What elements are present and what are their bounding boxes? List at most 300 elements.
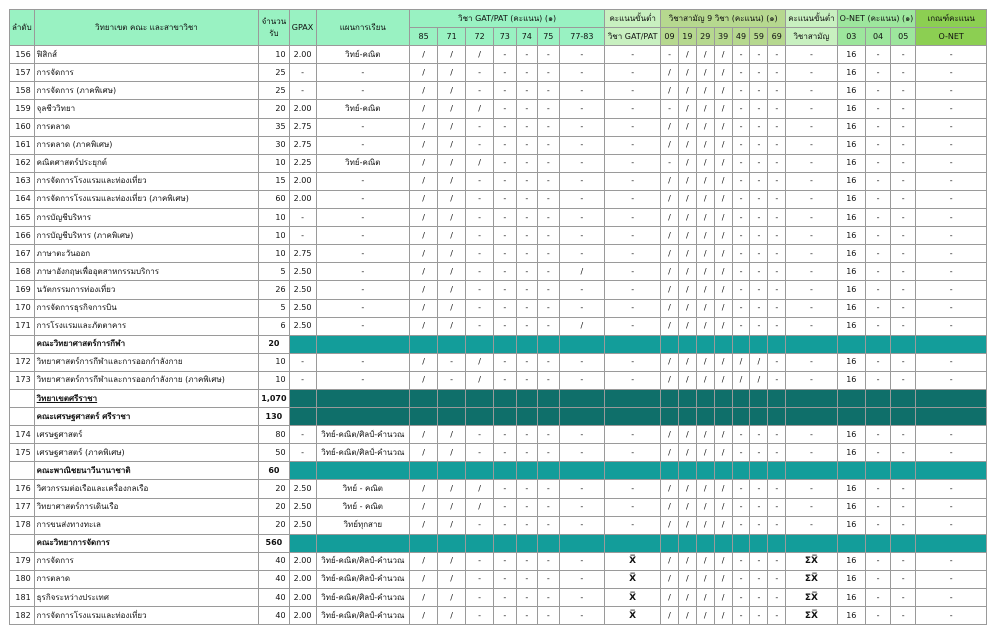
sam-value-cell: / — [696, 46, 714, 64]
gat-value-cell: / — [410, 118, 438, 136]
plan-cell: - — [316, 118, 410, 136]
group-fill-cell — [916, 408, 987, 426]
gat-value-cell: - — [538, 498, 560, 516]
sam-value-cell: / — [696, 118, 714, 136]
onet-value-cell: 16 — [837, 552, 865, 570]
onet-value-cell: - — [891, 118, 916, 136]
sam-value-cell: / — [696, 172, 714, 190]
campus-name-cell: วิทยาเขตศรีราชา — [34, 389, 259, 407]
min-sam-cell: - — [786, 209, 837, 227]
program-name-cell: การตลาด — [34, 118, 259, 136]
program-name-cell: การตลาด — [34, 570, 259, 588]
group-fill-cell — [837, 389, 865, 407]
criteria-cell: - — [916, 480, 987, 498]
onet-value-cell: 16 — [837, 371, 865, 389]
quota-cell: 60 — [259, 190, 289, 208]
gat-value-cell: - — [516, 64, 538, 82]
group-fill-cell — [494, 534, 516, 552]
plan-cell: - — [316, 209, 410, 227]
gpax-cell: 2.25 — [289, 154, 316, 172]
sam-value-cell: / — [678, 589, 696, 607]
gat-value-cell: - — [494, 480, 516, 498]
min-sam-cell: - — [786, 516, 837, 534]
gat-value-cell: / — [438, 607, 466, 625]
min-gat-cell: - — [605, 46, 661, 64]
gat-col-header: 74 — [516, 28, 538, 46]
sam-value-cell: / — [696, 263, 714, 281]
gat-value-cell: - — [559, 82, 605, 100]
gat-value-cell: - — [466, 552, 494, 570]
min-gat-cell: X̅ — [605, 589, 661, 607]
group-fill-cell — [714, 462, 732, 480]
sam-value-cell: / — [696, 353, 714, 371]
criteria-header: O-NET — [916, 28, 987, 46]
sam-value-cell: / — [696, 299, 714, 317]
seq-cell: 182 — [10, 607, 35, 625]
group-fill-cell — [891, 462, 916, 480]
sam-value-cell: / — [714, 607, 732, 625]
gat-value-cell: - — [494, 154, 516, 172]
plan-cell: - — [316, 136, 410, 154]
sam-value-cell: / — [696, 570, 714, 588]
group-fill-cell — [466, 462, 494, 480]
sam-value-cell: / — [678, 444, 696, 462]
group-fill-cell — [732, 462, 750, 480]
sam-value-cell: - — [732, 281, 750, 299]
group-fill-cell — [866, 389, 891, 407]
sam-value-cell: - — [661, 100, 679, 118]
criteria-cell: - — [916, 281, 987, 299]
group-fill-cell — [538, 462, 560, 480]
table-row — [10, 118, 987, 136]
sam-value-cell: - — [768, 245, 786, 263]
table-row — [10, 172, 987, 190]
onet-value-cell: - — [866, 281, 891, 299]
plan-cell: วิทย์-คณิต/ศิลป์-คำนวณ — [316, 607, 410, 625]
group-fill-cell — [494, 335, 516, 353]
gat-value-cell: - — [559, 209, 605, 227]
gat-value-cell: / — [410, 46, 438, 64]
onet-value-cell: - — [891, 46, 916, 64]
group-fill-cell — [410, 335, 438, 353]
gat-value-cell: - — [516, 245, 538, 263]
sam-value-cell: - — [750, 589, 768, 607]
sam-value-cell: - — [768, 46, 786, 64]
gat-value-cell: / — [410, 552, 438, 570]
group-fill-cell — [538, 534, 560, 552]
sam-value-cell: / — [714, 570, 732, 588]
gat-value-cell: - — [559, 190, 605, 208]
group-fill-cell — [768, 408, 786, 426]
gat-value-cell: / — [410, 353, 438, 371]
gat-value-cell: - — [559, 245, 605, 263]
sam-value-cell: - — [750, 227, 768, 245]
min-gat-cell: - — [605, 480, 661, 498]
onet-value-cell: - — [891, 263, 916, 281]
quota-cell: 80 — [259, 426, 289, 444]
sam-value-cell: - — [750, 46, 768, 64]
sam-value-cell: / — [714, 353, 732, 371]
gat-value-cell: - — [559, 589, 605, 607]
sam-value-cell: / — [714, 100, 732, 118]
plan-header: แผนการเรียน — [316, 10, 410, 46]
onet-value-cell: 16 — [837, 46, 865, 64]
sam-value-cell: / — [696, 552, 714, 570]
gpax-cell: 2.50 — [289, 299, 316, 317]
sam-value-cell: / — [661, 209, 679, 227]
table-row — [10, 426, 987, 444]
table-row — [10, 227, 987, 245]
group-fill-cell — [786, 462, 837, 480]
sam-value-cell: - — [768, 480, 786, 498]
sam-value-cell: / — [661, 498, 679, 516]
onet-value-cell: 16 — [837, 190, 865, 208]
sam-value-cell: / — [678, 46, 696, 64]
gat-value-cell: - — [516, 552, 538, 570]
gat-col-header: 72 — [466, 28, 494, 46]
group-fill-cell — [538, 408, 560, 426]
sam-value-cell: / — [661, 516, 679, 534]
quota-cell: 1,070 — [259, 389, 289, 407]
table-row — [10, 498, 987, 516]
sam-value-cell: / — [678, 498, 696, 516]
sam-value-cell: / — [696, 426, 714, 444]
gat-value-cell: - — [516, 136, 538, 154]
seq-cell-empty — [10, 335, 35, 353]
criteria-cell: - — [916, 136, 987, 154]
gat-value-cell: / — [438, 480, 466, 498]
sam-value-cell: / — [661, 589, 679, 607]
gpax-cell: 2.50 — [289, 281, 316, 299]
onet-value-cell: - — [866, 570, 891, 588]
sam-value-cell: / — [678, 118, 696, 136]
program-name-cell: เศรษฐศาสตร์ (ภาคพิเศษ) — [34, 444, 259, 462]
gat-value-cell: - — [559, 172, 605, 190]
min-gat-header: วิชา GAT/PAT — [605, 28, 661, 46]
sam-value-cell: / — [678, 136, 696, 154]
gat-value-cell: - — [516, 353, 538, 371]
min-sam-cell: - — [786, 136, 837, 154]
gat-value-cell: - — [516, 570, 538, 588]
onet-value-cell: 16 — [837, 263, 865, 281]
table-row — [10, 299, 987, 317]
gat-value-cell: - — [538, 371, 560, 389]
group-fill-cell — [410, 534, 438, 552]
gat-value-cell: / — [438, 281, 466, 299]
gat-value-cell: - — [494, 172, 516, 190]
group-fill-cell — [750, 335, 768, 353]
gat-value-cell: - — [538, 444, 560, 462]
table-row — [10, 607, 987, 625]
sam-value-cell: / — [714, 227, 732, 245]
min-gat-cell: - — [605, 444, 661, 462]
program-name-cell: วิทยาศาสตร์การกีฬาและการออกกำลังกาย — [34, 353, 259, 371]
gat-value-cell: - — [538, 516, 560, 534]
group-fill-cell — [768, 335, 786, 353]
group-fill-cell — [605, 335, 661, 353]
sam-value-cell: / — [678, 516, 696, 534]
sam-value-cell: / — [714, 190, 732, 208]
group-fill-cell — [316, 389, 410, 407]
criteria-cell: - — [916, 227, 987, 245]
gat-value-cell: / — [410, 82, 438, 100]
group-fill-cell — [866, 462, 891, 480]
sam-value-cell: / — [714, 444, 732, 462]
program-name-cell: ฟิสิกส์ — [34, 46, 259, 64]
gat-value-cell: - — [538, 281, 560, 299]
onet-value-cell: - — [866, 172, 891, 190]
faculty-row — [10, 534, 987, 552]
gat-value-cell: / — [559, 263, 605, 281]
table-row — [10, 263, 987, 281]
gat-value-cell: - — [466, 209, 494, 227]
sam-value-cell: - — [732, 607, 750, 625]
table-row — [10, 209, 987, 227]
gpax-cell: 2.00 — [289, 570, 316, 588]
faculty-row — [10, 335, 987, 353]
onet-value-cell: 16 — [837, 607, 865, 625]
gat-value-cell: - — [466, 570, 494, 588]
gat-value-cell: - — [538, 209, 560, 227]
min-gat-cell: - — [605, 263, 661, 281]
seq-cell: 156 — [10, 46, 35, 64]
onet-value-cell: - — [891, 281, 916, 299]
gat-value-cell: - — [516, 263, 538, 281]
seq-cell-empty — [10, 462, 35, 480]
sam-value-cell: / — [714, 516, 732, 534]
criteria-cell: - — [916, 589, 987, 607]
table-row — [10, 444, 987, 462]
gat-value-cell: / — [438, 299, 466, 317]
gat-value-cell: - — [516, 480, 538, 498]
gat-value-cell: - — [516, 190, 538, 208]
sam-value-cell: - — [768, 498, 786, 516]
min-gat-cell: - — [605, 317, 661, 335]
gat-value-cell: - — [494, 46, 516, 64]
min-sam-cell: - — [786, 299, 837, 317]
onet-value-cell: - — [891, 589, 916, 607]
sam-value-cell: / — [678, 172, 696, 190]
plan-cell: - — [316, 82, 410, 100]
group-fill-cell — [559, 335, 605, 353]
sam-value-cell: - — [732, 498, 750, 516]
sam-value-cell: - — [732, 317, 750, 335]
gat-value-cell: - — [466, 299, 494, 317]
gat-value-cell: - — [494, 299, 516, 317]
group-fill-cell — [661, 534, 679, 552]
sam-value-cell: - — [768, 552, 786, 570]
quota-header-text: จำนวนรับ — [261, 16, 287, 38]
gat-value-cell: / — [438, 82, 466, 100]
plan-cell: - — [316, 172, 410, 190]
sam-value-cell: / — [696, 317, 714, 335]
onet-value-cell: 16 — [837, 100, 865, 118]
gpax-cell: 2.00 — [289, 46, 316, 64]
group-fill-cell — [732, 408, 750, 426]
group-fill-cell — [516, 389, 538, 407]
plan-cell: วิทย์ทุกสาย — [316, 516, 410, 534]
group-fill-cell — [750, 534, 768, 552]
sam-value-cell: / — [714, 209, 732, 227]
group-fill-cell — [866, 534, 891, 552]
faculty-row — [10, 408, 987, 426]
criteria-group-header: เกณฑ์คะแนน — [916, 10, 987, 28]
gat-col-header: 85 — [410, 28, 438, 46]
sam-value-cell: / — [696, 607, 714, 625]
group-fill-cell — [750, 389, 768, 407]
gat-value-cell: - — [559, 154, 605, 172]
gat-value-cell: / — [438, 516, 466, 534]
program-name-cell: การจัดการโรงแรมและท่องเที่ยว — [34, 607, 259, 625]
gat-value-cell: / — [410, 100, 438, 118]
plan-cell: วิทย์-คณิต — [316, 100, 410, 118]
gat-value-cell: - — [516, 444, 538, 462]
gat-value-cell: - — [559, 444, 605, 462]
quota-cell: 5 — [259, 263, 289, 281]
sam-value-cell: / — [696, 154, 714, 172]
seq-cell: 157 — [10, 64, 35, 82]
criteria-cell: - — [916, 444, 987, 462]
seq-cell: 160 — [10, 118, 35, 136]
min-gat-cell: - — [605, 190, 661, 208]
plan-cell: วิทย์-คณิต/ศิลป์-คำนวณ — [316, 589, 410, 607]
gat-value-cell: - — [559, 136, 605, 154]
sam-value-cell: / — [661, 118, 679, 136]
group-fill-cell — [916, 462, 987, 480]
onet-value-cell: - — [866, 607, 891, 625]
sam-value-cell: / — [661, 444, 679, 462]
criteria-cell: - — [916, 299, 987, 317]
group-fill-cell — [438, 335, 466, 353]
gat-value-cell: - — [516, 209, 538, 227]
criteria-cell: - — [916, 100, 987, 118]
sam-value-cell: / — [678, 190, 696, 208]
sam-value-cell: - — [750, 281, 768, 299]
gat-value-cell: / — [410, 209, 438, 227]
gat-value-cell: - — [559, 281, 605, 299]
min-sam-cell: - — [786, 190, 837, 208]
criteria-cell: - — [916, 82, 987, 100]
program-name-cell: การจัดการธุรกิจการบิน — [34, 299, 259, 317]
onet-col-header: 04 — [866, 28, 891, 46]
onet-value-cell: 16 — [837, 245, 865, 263]
gat-value-cell: - — [516, 426, 538, 444]
sam-value-cell: / — [714, 154, 732, 172]
sam-col-header: 49 — [732, 28, 750, 46]
min-sam-cell: - — [786, 172, 837, 190]
gat-value-cell: / — [438, 209, 466, 227]
campus-row — [10, 389, 987, 407]
sam-value-cell: - — [768, 172, 786, 190]
gat-value-cell: / — [410, 498, 438, 516]
gat-value-cell: - — [538, 263, 560, 281]
group-fill-cell — [661, 408, 679, 426]
gat-value-cell: - — [559, 570, 605, 588]
min-sam-cell: - — [786, 281, 837, 299]
table-row — [10, 317, 987, 335]
group-fill-cell — [661, 335, 679, 353]
criteria-cell: - — [916, 46, 987, 64]
sam-value-cell: / — [714, 317, 732, 335]
group-fill-cell — [696, 408, 714, 426]
sam-value-cell: - — [768, 570, 786, 588]
gat-value-cell: - — [494, 589, 516, 607]
onet-value-cell: - — [866, 552, 891, 570]
sam-value-cell: - — [768, 136, 786, 154]
criteria-cell: - — [916, 353, 987, 371]
gat-value-cell: - — [559, 118, 605, 136]
sam-value-cell: - — [750, 263, 768, 281]
criteria-cell: - — [916, 190, 987, 208]
group-fill-cell — [891, 335, 916, 353]
sam-value-cell: / — [661, 480, 679, 498]
seq-cell: 172 — [10, 353, 35, 371]
criteria-cell: - — [916, 371, 987, 389]
plan-cell: - — [316, 227, 410, 245]
sam-value-cell: / — [678, 64, 696, 82]
group-fill-cell — [916, 534, 987, 552]
sam-value-cell: - — [732, 570, 750, 588]
onet-value-cell: - — [866, 136, 891, 154]
criteria-cell: - — [916, 245, 987, 263]
min-gat-cell: - — [605, 136, 661, 154]
sam-value-cell: - — [732, 190, 750, 208]
group-fill-cell — [714, 389, 732, 407]
onet-value-cell: - — [891, 498, 916, 516]
group-fill-cell — [714, 534, 732, 552]
plan-cell: - — [316, 190, 410, 208]
group-fill-cell — [466, 408, 494, 426]
onet-value-cell: - — [891, 172, 916, 190]
gat-value-cell: - — [494, 190, 516, 208]
program-name-cell: คณิตศาสตร์ประยุกต์ — [34, 154, 259, 172]
seq-cell: 165 — [10, 209, 35, 227]
quota-cell: 6 — [259, 317, 289, 335]
gat-value-cell: - — [466, 263, 494, 281]
min-sam-cell: ΣX̅ — [786, 607, 837, 625]
sam-value-cell: - — [732, 426, 750, 444]
sam-value-cell: / — [661, 263, 679, 281]
onet-value-cell: - — [866, 353, 891, 371]
gat-value-cell: / — [438, 100, 466, 118]
sam-value-cell: / — [661, 227, 679, 245]
onet-value-cell: - — [891, 209, 916, 227]
group-fill-cell — [750, 462, 768, 480]
gat-value-cell: / — [438, 263, 466, 281]
program-name-cell: การตลาด (ภาคพิเศษ) — [34, 136, 259, 154]
group-fill-cell — [494, 408, 516, 426]
gat-value-cell: / — [438, 118, 466, 136]
onet-value-cell: 16 — [837, 172, 865, 190]
quota-cell: 130 — [259, 408, 289, 426]
table-row — [10, 589, 987, 607]
gat-value-cell: / — [438, 552, 466, 570]
gpax-cell: - — [289, 426, 316, 444]
sam-value-cell: / — [714, 281, 732, 299]
program-name-cell: ภาษาตะวันออก — [34, 245, 259, 263]
gat-value-cell: - — [466, 516, 494, 534]
group-fill-cell — [494, 389, 516, 407]
gat-value-cell: - — [538, 100, 560, 118]
group-fill-cell — [289, 335, 316, 353]
sam-value-cell: - — [732, 118, 750, 136]
sam-value-cell: - — [750, 444, 768, 462]
table-row — [10, 552, 987, 570]
group-fill-cell — [768, 389, 786, 407]
group-fill-cell — [786, 534, 837, 552]
sam-value-cell: / — [661, 570, 679, 588]
sam-value-cell: / — [714, 589, 732, 607]
